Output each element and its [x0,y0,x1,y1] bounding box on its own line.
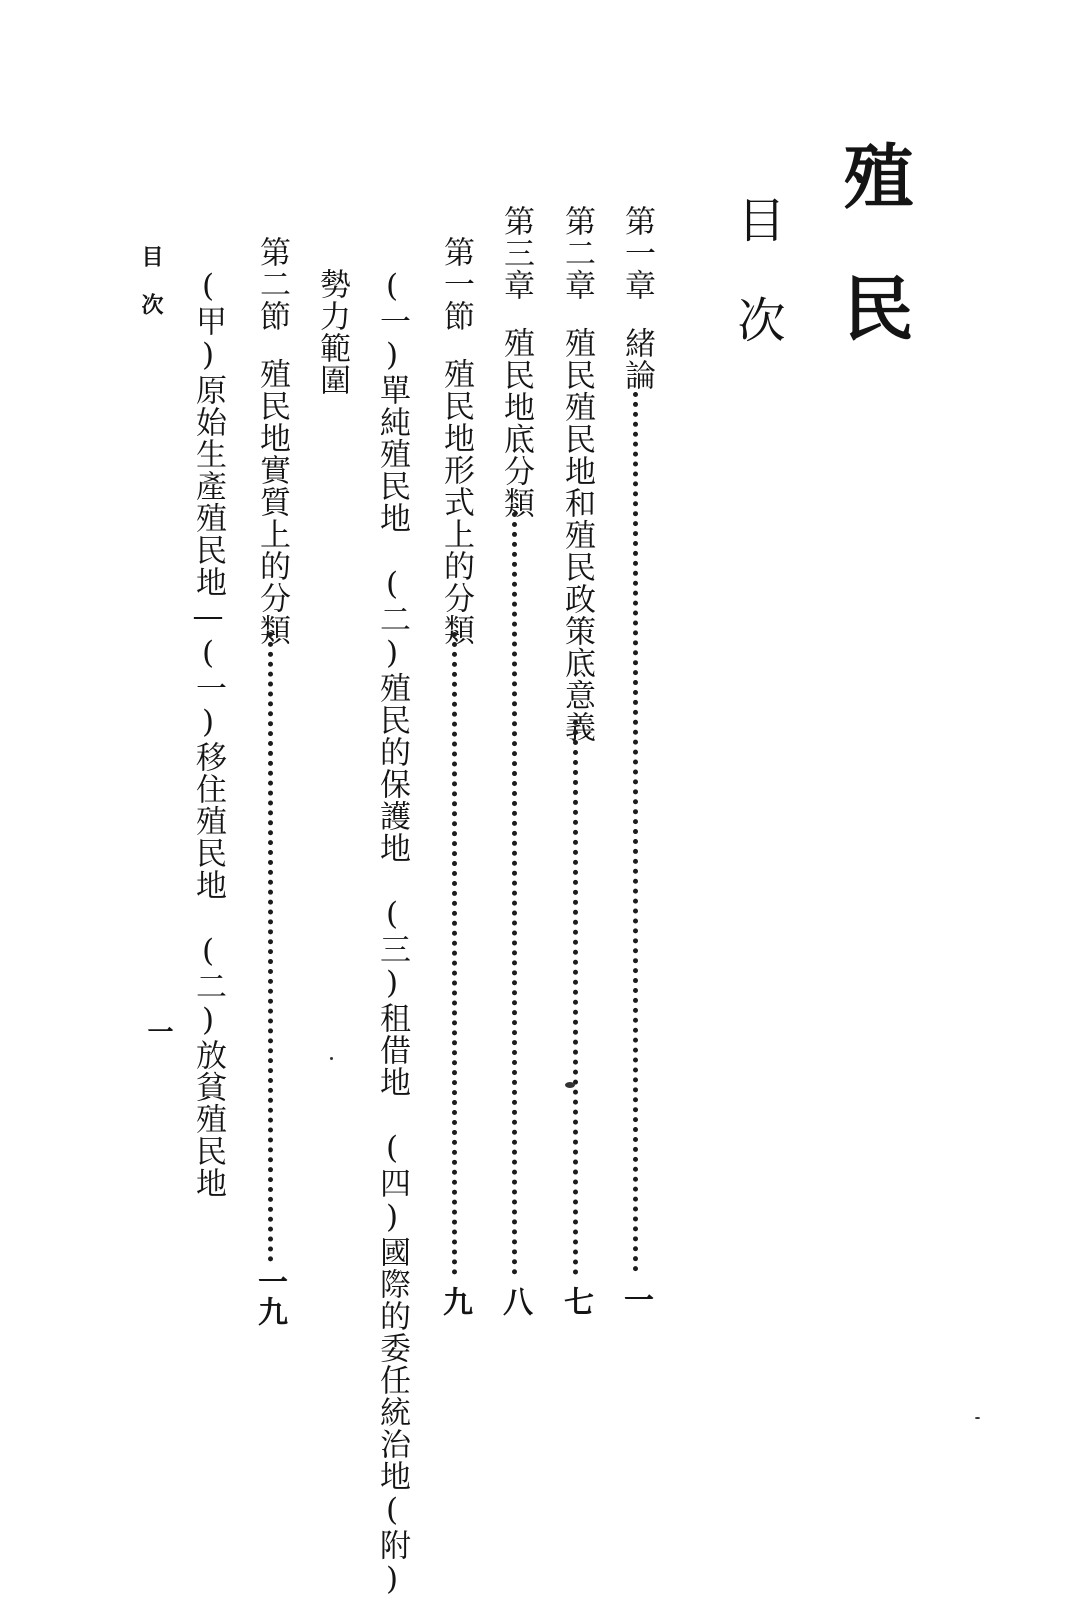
toc-subentry-classification[interactable]: (一)單純殖民地 (二)殖民的保護地 (三)租借地 (四)國際的委任統治地(附) [374,268,410,1598]
running-head: 目次 [138,245,164,341]
entry-title: 殖民殖民地和殖民政策底意義 [559,327,595,743]
entry-title: 殖民地實質上的分類 [254,358,290,646]
page-number: 九 [437,1286,472,1316]
dot-leader [452,632,457,1275]
scan-speck [565,1082,575,1088]
entry-label: 第一章 [619,205,655,301]
toc-subentry-sphere-of-influence[interactable]: 勢力範圍 [314,268,350,396]
page-number: 八 [497,1286,532,1316]
entry-label: 第三章 [498,205,534,301]
toc-entry-chapter-1[interactable] [619,205,655,391]
entry-label: 第二章 [559,205,595,301]
scan-speck [330,1057,333,1060]
entry-label: 第一節 [438,236,474,332]
entry-label: 第二節 [254,236,290,332]
toc-entry-chapter-3[interactable] [498,205,534,519]
toc-entry-section-1[interactable] [438,236,474,646]
page-number: 一 [618,1284,653,1314]
dot-leader [512,512,517,1275]
page-folio: 一 [143,1018,173,1044]
page-number: 一九 [252,1266,287,1326]
dot-leader [573,720,578,1275]
scan-speck [975,1417,980,1419]
toc-heading: 目次 [729,195,785,395]
entry-title: 緒論 [619,327,655,391]
toc-entry-section-2[interactable] [254,236,290,646]
toc-entry-chapter-2[interactable] [559,205,595,743]
toc-subentry-primary-production[interactable]: (甲)原始生產殖民地—(一)移住殖民地 (二)放貧殖民地 [190,268,226,1199]
dot-leader [633,392,638,1272]
dot-leader [268,632,273,1262]
entry-title: 殖民地形式上的分類 [438,358,474,646]
entry-title: 殖民地底分類 [498,327,534,519]
page-number: 七 [558,1286,593,1316]
book-title: 殖民 [832,140,915,404]
